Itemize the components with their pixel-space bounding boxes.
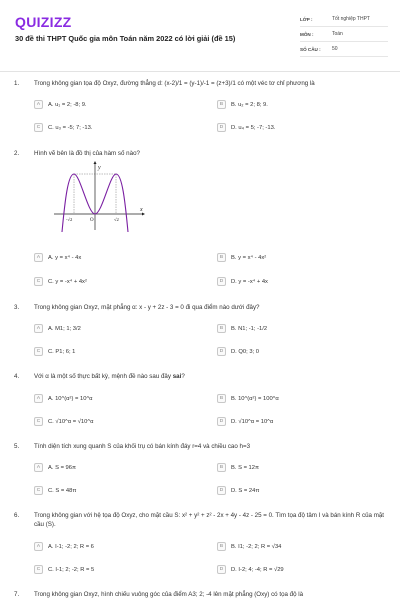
meta-row-class	[300, 12, 388, 27]
option-d[interactable]	[217, 122, 367, 133]
option-text: D. I-2; 4; -4; R = √29	[231, 566, 284, 573]
question-number: 6.	[14, 512, 20, 519]
meta-label: SỐ CÂU :	[300, 46, 321, 52]
option-letter: B	[217, 100, 226, 109]
option-letter: B	[217, 542, 226, 551]
option-b[interactable]	[217, 323, 367, 334]
option-d[interactable]	[217, 276, 367, 287]
option-a[interactable]	[34, 393, 184, 404]
option-d[interactable]	[217, 416, 367, 427]
option-a[interactable]	[34, 462, 184, 473]
option-b[interactable]	[217, 393, 367, 404]
option-c[interactable]	[34, 485, 184, 496]
option-text: A. I-1; -2; 2; R = 6	[48, 543, 94, 550]
question-number: 2.	[14, 150, 20, 157]
meta-table	[300, 12, 388, 57]
option-text: B. y = x⁴ - 4x²	[231, 254, 267, 261]
question-text-post: ?	[181, 373, 185, 380]
option-letter: D	[217, 486, 226, 495]
function-graph	[52, 160, 147, 232]
option-letter: C	[34, 123, 43, 132]
option-text: D. u₄ = 5; -7; -13.	[231, 124, 276, 131]
question-number: 4.	[14, 373, 20, 380]
tick-right-label: √2	[114, 217, 119, 222]
option-letter: A	[34, 542, 43, 551]
option-letter: B	[217, 394, 226, 403]
question-text	[34, 373, 388, 382]
meta-label: LỚP :	[300, 16, 313, 22]
question-text: Tính diện tích xung quanh S của khối trụ có bán kính đáy r=4 và chiều cao h=3	[34, 443, 251, 450]
option-text: D. y = -x⁴ + 4x	[231, 278, 268, 285]
x-label: x	[140, 207, 143, 213]
option-text: A. M1; 1; 3/2	[48, 325, 81, 332]
option-a[interactable]	[34, 252, 184, 263]
option-d[interactable]	[217, 485, 367, 496]
option-letter: C	[34, 417, 43, 426]
question-number: 7.	[14, 591, 20, 598]
option-b[interactable]	[217, 462, 367, 473]
option-c[interactable]	[34, 276, 184, 287]
option-a[interactable]	[34, 323, 184, 334]
meta-value: Toán	[332, 31, 343, 37]
option-text: C. P1; 6; 1	[48, 348, 76, 355]
meta-row-subject	[300, 27, 388, 42]
option-text: D. S = 24π	[231, 487, 260, 494]
meta-label: MÔN :	[300, 31, 314, 37]
meta-value: 50	[332, 46, 338, 52]
option-text: B. N1; -1; -1/2	[231, 325, 268, 332]
option-c[interactable]	[34, 564, 184, 575]
meta-value: Tốt nghiệp THPT	[332, 16, 370, 22]
tick-left-label: -√2	[66, 217, 73, 222]
option-text: C. S = 48π	[48, 487, 77, 494]
option-b[interactable]	[217, 541, 367, 552]
option-text: A. S = 96π	[48, 464, 77, 471]
option-letter: B	[217, 463, 226, 472]
question-text: Hình vẽ bên là đồ thị của hàm số nào?	[34, 150, 140, 157]
document-header	[0, 0, 400, 72]
option-text: D. √10^α = 10^α	[231, 418, 274, 425]
question-number: 3.	[14, 304, 20, 311]
option-b[interactable]	[217, 252, 367, 263]
option-letter: A	[34, 100, 43, 109]
option-letter: A	[34, 394, 43, 403]
option-text: B. u₂ = 2; 8; 9.	[231, 101, 268, 108]
option-c[interactable]	[34, 416, 184, 427]
option-text: B. I1; -2; 2; R = √34	[231, 543, 282, 550]
option-letter: D	[217, 347, 226, 356]
question-text: Trong không gian Oxyz, hình chiếu vuông góc của điểm A3; 2; -4 lên mặt phẳng (Oxy) có tọa độ là	[34, 591, 304, 598]
option-text: A. 10^(α²) = 10^α	[48, 395, 93, 402]
option-text: B. 10^(α²) = 100^α	[231, 395, 279, 402]
question-text-pre: Với α là một số thực bất kỳ, mệnh đề nào sau đây	[34, 373, 173, 380]
question-number: 1.	[14, 80, 20, 87]
question-text: Trong không gian tọa độ Oxyz, đường thẳng d: (x-2)/1 = (y-1)/-1 = (z+3)/1 có một véc tơ chỉ phương là	[34, 80, 315, 87]
meta-row-count	[300, 42, 388, 57]
question-text: Trong không gian Oxyz, mặt phẳng α: x - y + 2z - 3 = 0 đi qua điểm nào dưới đây?	[34, 304, 260, 311]
option-letter: C	[34, 486, 43, 495]
option-letter: A	[34, 253, 43, 262]
option-letter: D	[217, 277, 226, 286]
quizizz-logo: QUIZIZZ	[15, 14, 72, 30]
option-letter: B	[217, 253, 226, 262]
question-text: Trong không gian với hệ tọa độ Oxyz, cho mặt cầu S: x² + y² + z² - 2x + 4y - 4z - 25 = 0. Tìm tọa độ tâm I và bán kính R của mặt cầu (S).	[34, 512, 385, 528]
option-text: C. u₃ = -5; 7; -13.	[48, 124, 93, 131]
option-text: C. y = -x⁴ + 4x²	[48, 278, 87, 285]
option-letter: C	[34, 565, 43, 574]
option-letter: D	[217, 565, 226, 574]
option-text: C. √10^α = √10^α	[48, 418, 94, 425]
option-letter: C	[34, 347, 43, 356]
option-text: A. u₁ = 2; -8; 9.	[48, 101, 87, 108]
option-letter: D	[217, 123, 226, 132]
option-letter: A	[34, 463, 43, 472]
y-axis-arrow	[94, 161, 97, 164]
option-text: D. Q0; 3; 0	[231, 348, 260, 355]
option-text: C. I-1; 2; -2; R = 5	[48, 566, 95, 573]
option-letter: C	[34, 277, 43, 286]
page-title: 30 đề thi THPT Quốc gia môn Toán năm 2022 có lời giải (đề 15)	[15, 34, 236, 43]
option-a[interactable]	[34, 541, 184, 552]
option-letter: B	[217, 324, 226, 333]
option-letter: A	[34, 324, 43, 333]
option-d[interactable]	[217, 346, 367, 357]
option-c[interactable]	[34, 346, 184, 357]
origin-label: O	[90, 218, 94, 223]
option-a[interactable]	[34, 99, 184, 110]
option-d[interactable]	[217, 564, 367, 575]
y-label: y	[98, 165, 101, 171]
question-number: 5.	[14, 443, 20, 450]
option-text: B. S = 12π	[231, 464, 260, 471]
option-c[interactable]	[34, 122, 184, 133]
option-b[interactable]	[217, 99, 367, 110]
option-text: A. y = x⁴ - 4x	[48, 254, 82, 261]
question-text-emphasis: sai	[172, 373, 182, 380]
option-letter: D	[217, 417, 226, 426]
